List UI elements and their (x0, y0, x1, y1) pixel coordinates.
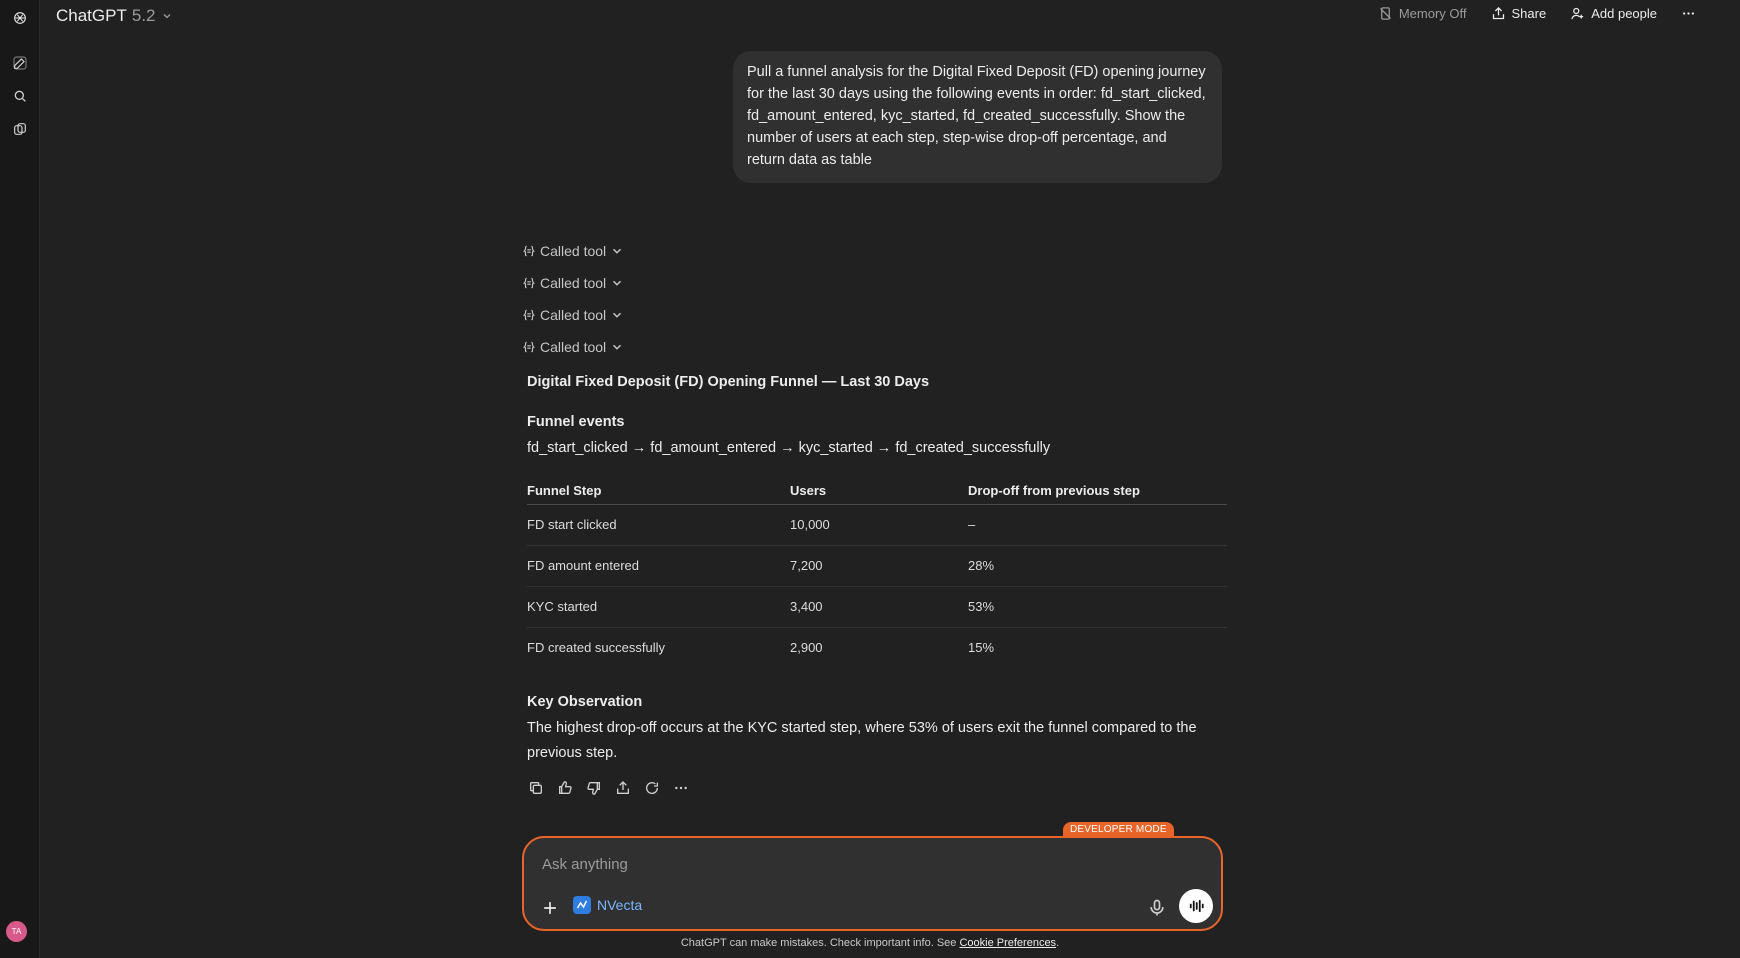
disclaimer (0, 937, 1740, 949)
table-header: Drop-off from previous step (968, 478, 1227, 504)
table-cell: 10,000 (790, 504, 968, 545)
copy-icon (528, 780, 544, 796)
thumbs-up-button[interactable] (556, 779, 574, 797)
table-cell: 3,400 (790, 586, 968, 627)
plus-icon[interactable] (540, 898, 560, 918)
add-people-button[interactable] (1570, 6, 1657, 21)
chevron-down-icon (610, 340, 624, 354)
tool-call-toggle[interactable] (522, 243, 624, 259)
message-actions (527, 779, 690, 797)
composer (522, 836, 1223, 931)
sidebar (0, 0, 40, 958)
voice-wave-icon (1187, 897, 1205, 915)
header (40, 0, 1740, 34)
tool-icon (522, 340, 536, 354)
tool-call-label: Called tool (540, 275, 607, 291)
share-message-button[interactable] (614, 779, 632, 797)
nvecta-tool-chip[interactable] (573, 896, 642, 914)
memory-icon (1378, 6, 1393, 21)
gpts-icon[interactable] (6, 115, 34, 143)
thumbs-down-icon (586, 780, 602, 796)
add-person-icon (1570, 6, 1585, 21)
model-version: 5.2 (131, 6, 156, 25)
funnel-events-text: fd_start_clicked → fd_amount_entered → kyc_started → fd_created_successfully (527, 440, 1051, 456)
message-input[interactable] (542, 852, 1142, 876)
more-options-button[interactable] (1681, 6, 1696, 21)
funnel-events-heading: Funnel events (527, 414, 625, 430)
copy-button[interactable] (527, 779, 545, 797)
table-row (527, 545, 1227, 586)
table-cell: – (968, 504, 1227, 545)
thumbs-down-button[interactable] (585, 779, 603, 797)
tool-call-toggle[interactable] (522, 307, 624, 323)
microphone-icon[interactable] (1147, 898, 1167, 918)
model-selector[interactable] (56, 6, 173, 26)
tool-call-toggle[interactable] (522, 339, 624, 355)
table-row (527, 504, 1227, 545)
table-cell: FD start clicked (527, 504, 790, 545)
tool-icon (522, 276, 536, 290)
table-cell: FD amount entered (527, 545, 790, 586)
chevron-down-icon (161, 10, 173, 22)
more-icon (1681, 6, 1696, 21)
add-people-label: Add people (1591, 6, 1657, 21)
answer-title: Digital Fixed Deposit (FD) Opening Funnel — Last 30 Days (527, 374, 930, 390)
share-icon (615, 780, 631, 796)
more-actions-button[interactable] (672, 779, 690, 797)
table-header: Funnel Step (527, 478, 790, 504)
regenerate-button[interactable] (643, 779, 661, 797)
tool-call-label: Called tool (540, 307, 607, 323)
voice-mode-button[interactable] (1179, 889, 1213, 923)
table-row (527, 586, 1227, 627)
table-cell: FD created successfully (527, 640, 665, 656)
chevron-down-icon (610, 308, 624, 322)
disclaimer-text: ChatGPT can make mistakes. Check important info. See (680, 937, 957, 949)
share-button[interactable] (1491, 6, 1547, 21)
new-chat-icon[interactable] (6, 49, 34, 77)
openai-logo-icon[interactable] (6, 4, 34, 32)
table-header: Users (790, 478, 968, 504)
memory-off-button[interactable] (1378, 6, 1467, 21)
table-cell: 2,900 (790, 640, 823, 656)
cookie-preferences-link[interactable]: Cookie Preferences (959, 937, 1057, 949)
table-cell: 15% (968, 640, 995, 656)
table-cell: 7,200 (790, 545, 968, 586)
table-cell: 28% (968, 545, 1227, 586)
table-cell: 53% (968, 586, 1227, 627)
avatar[interactable]: TA (6, 921, 27, 942)
user-message-bubble: Pull a funnel analysis for the Digital Fixed Deposit (FD) opening journey for the last 30 days using the following events in order: fd_start_clicked, fd_amount_entered, kyc_started, fd_created_successfully. Show the number of users at each step, step-wise drop-off percentage, and return data as table (733, 51, 1222, 183)
thumbs-up-icon (557, 780, 573, 796)
key-observation-text: The highest drop-off occurs at the KYC started step, where 53% of users exit the funnel compared to the previous step. (527, 720, 1197, 761)
share-label: Share (1511, 6, 1547, 21)
more-icon (673, 780, 689, 796)
tool-chip-label: NVecta (597, 897, 643, 913)
disclaimer-suffix: . (1056, 937, 1060, 949)
refresh-icon (644, 780, 660, 796)
table-cell: KYC started (527, 586, 790, 627)
table-row (527, 627, 1227, 668)
search-icon[interactable] (6, 82, 34, 110)
table-header-row (527, 478, 1227, 504)
tool-call-toggle[interactable] (522, 275, 624, 291)
chevron-down-icon (610, 276, 624, 290)
tool-call-label: Called tool (540, 243, 607, 259)
tool-icon (522, 244, 536, 258)
model-name: ChatGPT (56, 6, 127, 25)
share-icon (1491, 6, 1506, 21)
key-observation-heading: Key Observation (527, 694, 643, 710)
funnel-table (527, 478, 1227, 668)
nvecta-icon (573, 896, 591, 914)
tool-icon (522, 308, 536, 322)
developer-mode-badge: DEVELOPER MODE (1063, 822, 1174, 837)
memory-label: Memory Off (1398, 6, 1467, 21)
tool-call-label: Called tool (540, 339, 607, 355)
chevron-down-icon (610, 244, 624, 258)
